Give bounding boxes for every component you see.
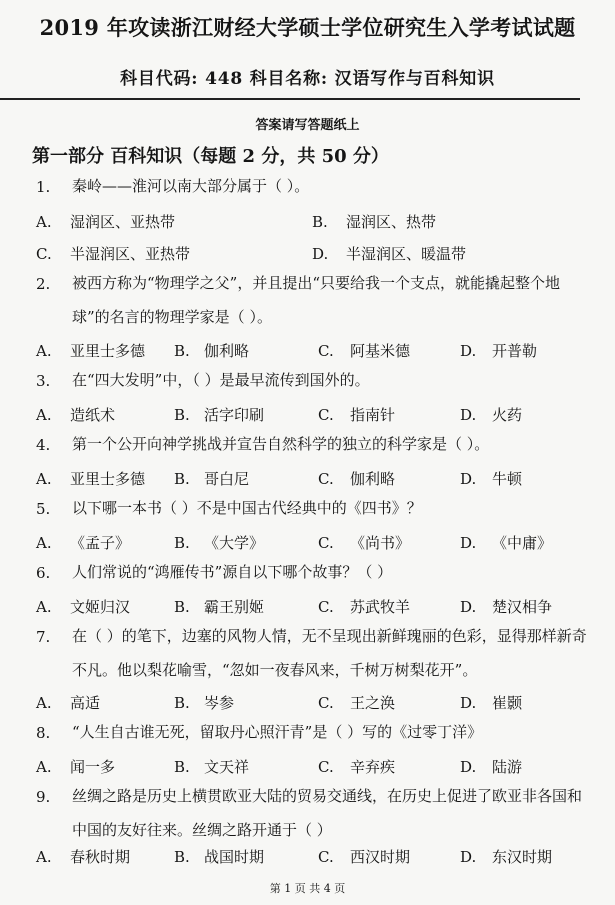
option-d: D. 开普勒 (460, 342, 538, 360)
question-text: 在“四大发明”中，（ ）是最早流传到国外的。 (72, 371, 370, 389)
header-divider (0, 98, 580, 100)
question-number: 6. (36, 564, 51, 582)
question-text: 丝绸之路是历史上横贯欧亚大陆的贸易交通线，在历史上促进了欧亚非各国和中国的友好往来。丝绸之路开通于（ ） (72, 787, 583, 839)
question-number: 1. (36, 178, 51, 196)
option-d: D. 火药 (460, 406, 523, 424)
option-b: B. 文天祥 (174, 758, 250, 776)
question-number: 8. (36, 724, 51, 742)
option-a: A. 亚里士多德 (36, 470, 146, 488)
option-c: C. 西汉时期 (318, 848, 411, 866)
answer-notice: 答案请写答题纸上 (255, 118, 360, 133)
question-number: 2. (36, 275, 51, 293)
page-number: 第 1 页 共 4 页 (269, 882, 346, 895)
option-a: A. 《孟子》 (36, 534, 131, 552)
option-d: D. 陆游 (460, 758, 523, 776)
option-b: B. 岑参 (174, 694, 235, 712)
option-c: C. 伽利略 (318, 470, 396, 488)
option-b: B. 哥白尼 (174, 470, 250, 488)
option-b: B. 湿润区、热带 (312, 213, 437, 231)
question-text: 第一个公开向神学挑战并宣告自然科学的独立的科学家是（ ）。 (72, 435, 490, 453)
option-d: D. 牛顿 (460, 470, 523, 488)
option-a: A. 湿润区、亚热带 (36, 213, 176, 231)
option-c: C. 辛弃疾 (318, 758, 396, 776)
option-c: C. 苏武牧羊 (318, 598, 411, 616)
option-a: A. 造纸术 (36, 406, 116, 424)
option-b: B. 伽利略 (174, 342, 250, 360)
option-b: B. 战国时期 (174, 848, 265, 866)
option-b: B. 《大学》 (174, 534, 265, 552)
option-a: A. 亚里士多德 (36, 342, 146, 360)
option-d: D. 东汉时期 (460, 848, 553, 866)
option-c: C. 《尚书》 (318, 534, 411, 552)
option-b: B. 霸王别姬 (174, 598, 265, 616)
option-d: D. 崔颢 (460, 694, 523, 712)
option-d: D. 《中庸》 (460, 534, 553, 552)
subject-line: 科目代码: 448 科目名称: 汉语写作与百科知识 (120, 69, 495, 89)
option-a: A. 文姬归汉 (36, 598, 131, 616)
question-number: 3. (36, 372, 51, 390)
question-text: 以下哪一本书（ ）不是中国古代经典中的《四书》？ (72, 499, 422, 517)
option-c: C. 指南针 (318, 406, 396, 424)
question-number: 9. (36, 788, 51, 806)
question-text: “人生自古谁无死，留取丹心照汗青”是（ ）写的《过零丁洋》 (72, 723, 483, 741)
option-d: D. 楚汉相争 (460, 598, 553, 616)
question-text: 人们常说的“鸿雁传书”源自以下哪个故事？（ ） (72, 563, 393, 581)
question-number: 7. (36, 628, 51, 646)
section-title: 第一部分 百科知识（每题 2 分，共 50 分） (32, 146, 389, 167)
option-a: A. 春秋时期 (36, 848, 131, 866)
question-text: 在（ ）的笔下，边塞的风物人情，无不呈现出新鲜瑰丽的色彩，显得那样新奇不凡。他以梨花喻雪，“忽如一夜春风来，千树万树梨花开”。 (72, 627, 587, 679)
option-c: C. 阿基米德 (318, 342, 411, 360)
option-a: A. 高适 (36, 694, 101, 712)
question-text: 被西方称为“物理学之父”，并且提出“只要给我一个支点，就能撬起整个地球”的名言的物理学家是（ ）。 (72, 274, 561, 326)
question-number: 4. (36, 436, 51, 454)
option-d: D. 半湿润区、暖温带 (312, 245, 467, 263)
question-number: 5. (36, 500, 51, 518)
option-c: C. 半湿润区、亚热带 (36, 245, 191, 263)
option-a: A. 闻一多 (36, 758, 116, 776)
question-text: 秦岭——淮河以南大部分属于（ ）。 (72, 177, 310, 195)
option-b: B. 活字印刷 (174, 406, 265, 424)
exam-title: 2019 年攻读浙江财经大学硕士学位研究生入学考试试题 (39, 15, 576, 40)
option-c: C. 王之涣 (318, 694, 396, 712)
